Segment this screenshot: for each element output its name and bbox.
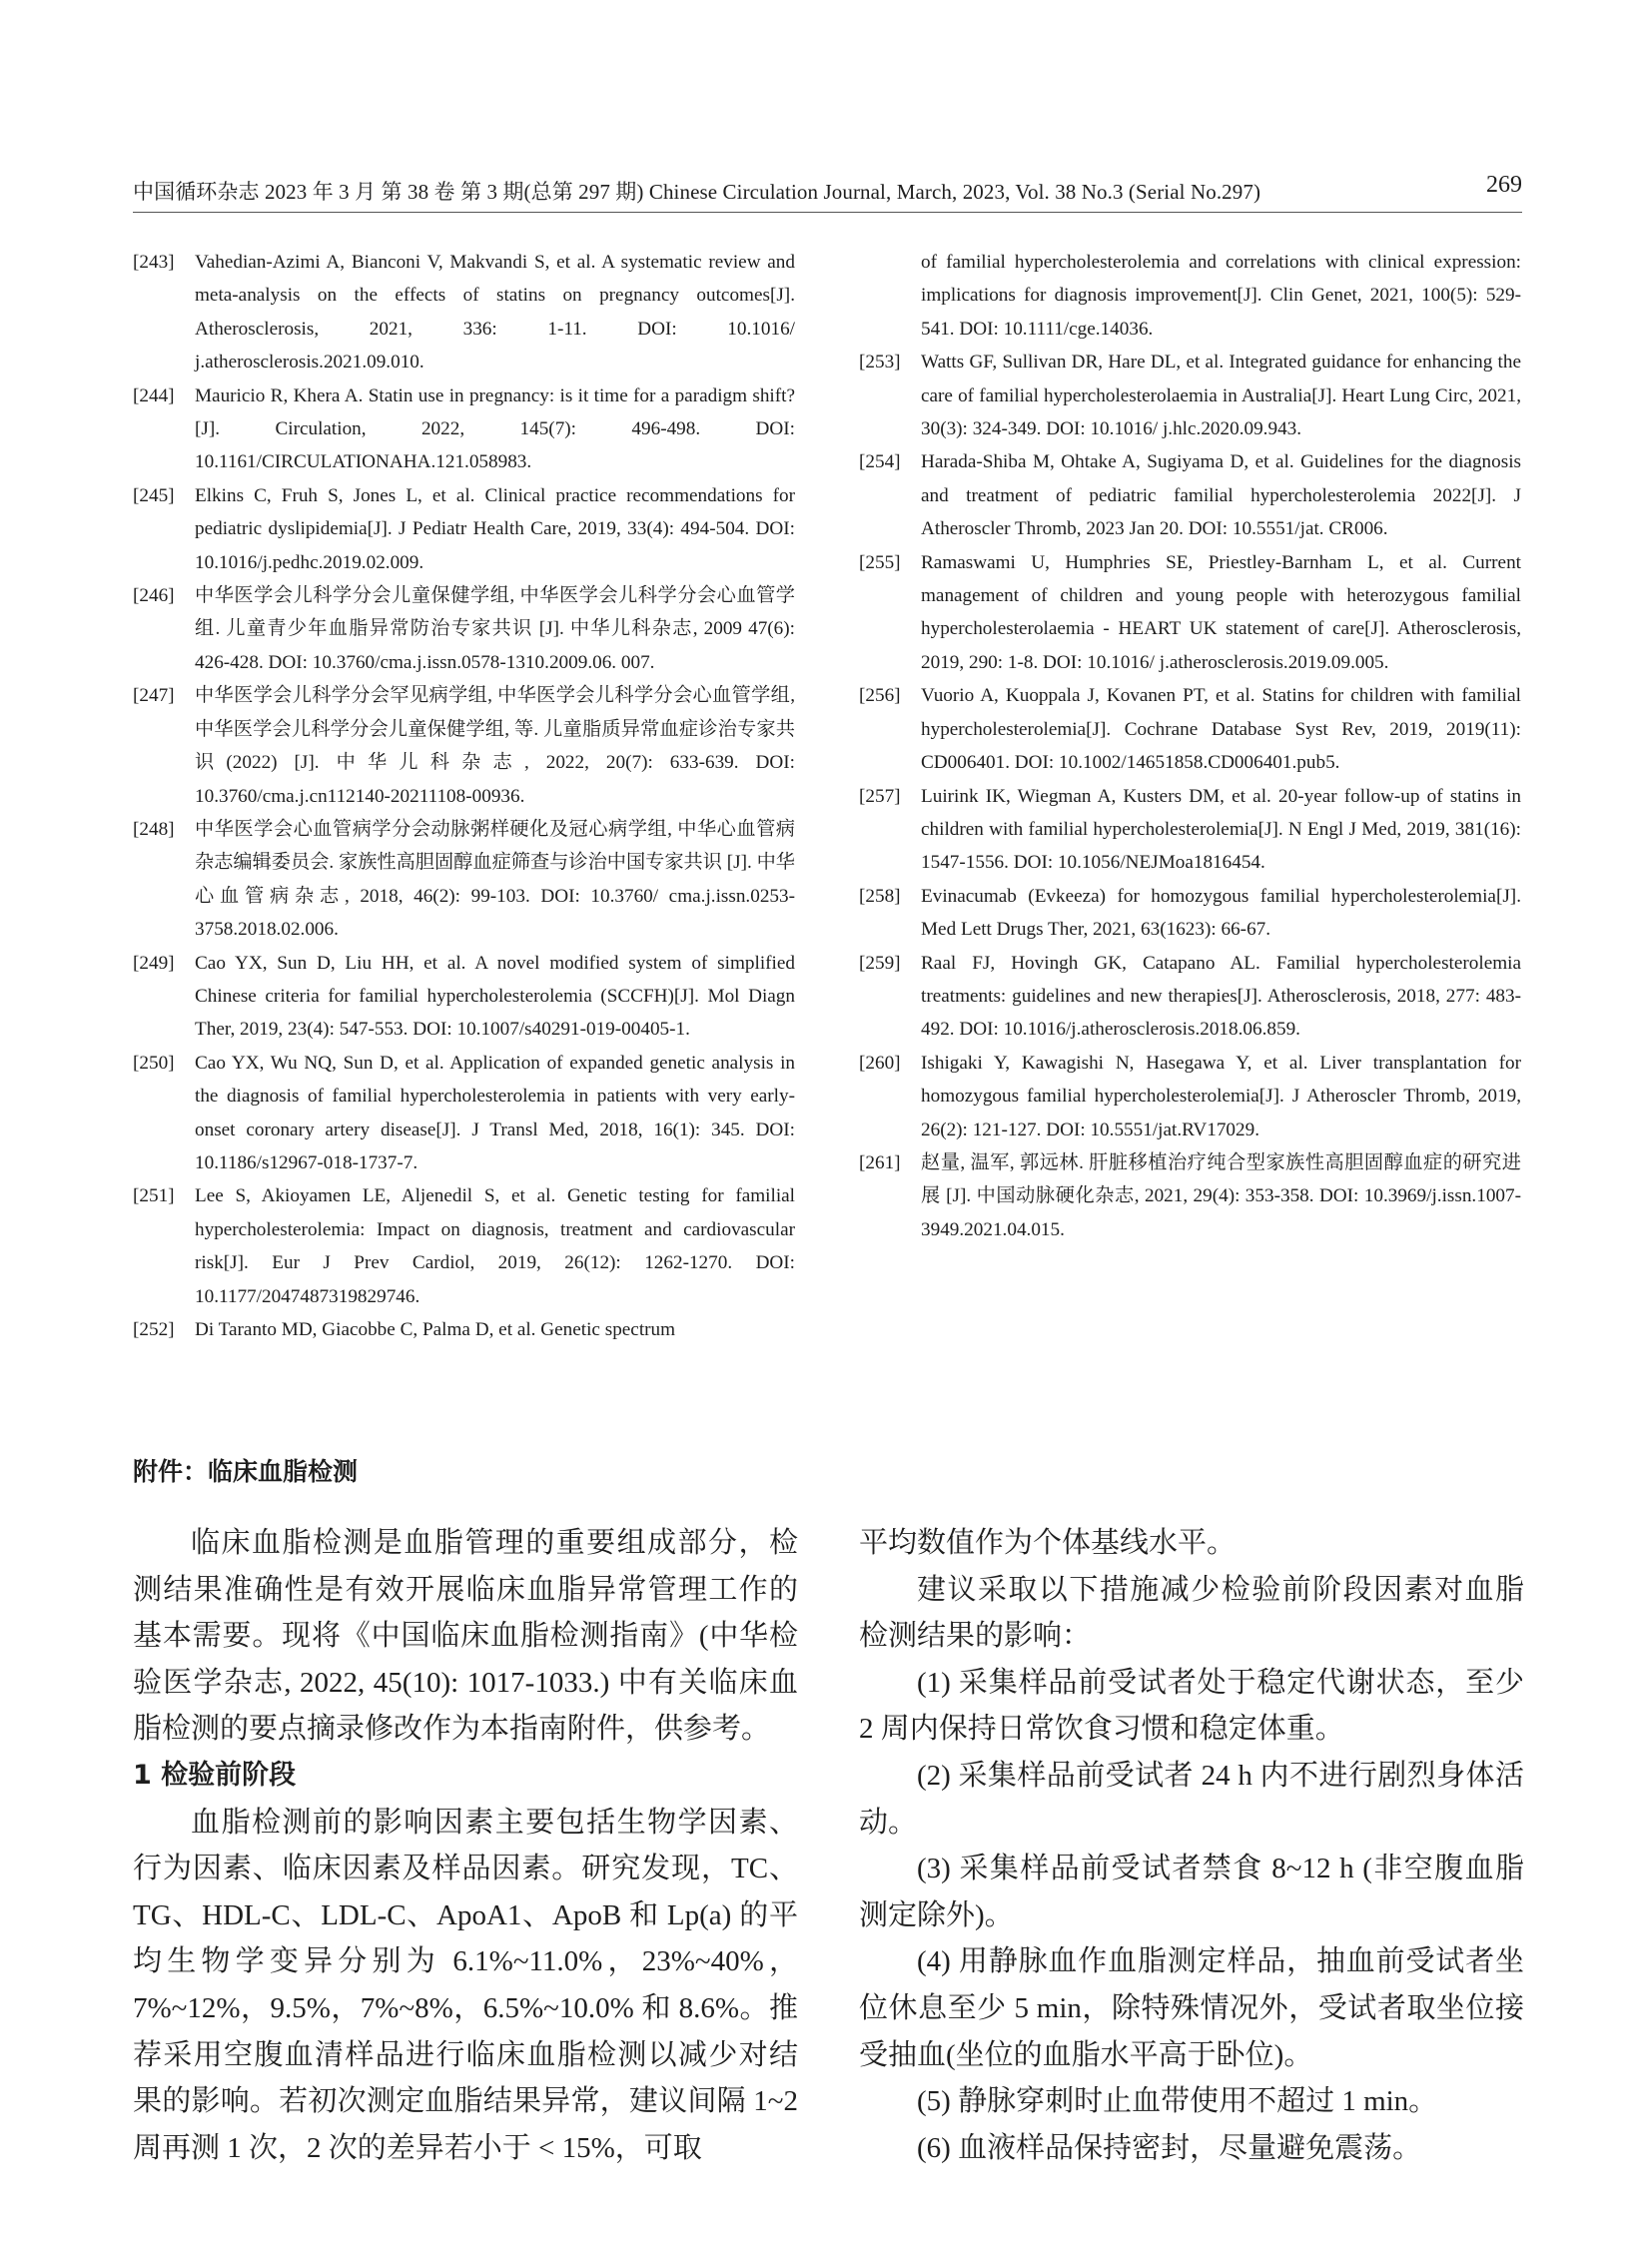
reference-entry: [133, 1313, 795, 1346]
reference-number: [250]: [133, 1052, 175, 1074]
reference-entry: [133, 246, 795, 379]
reference-number: [261]: [859, 1151, 901, 1173]
header-divider: [133, 212, 1522, 213]
reference-text: Cao YX, Wu NQ, Sun D, et al. Application of expanded genetic analysis in the diagnosis of familial hypercholesterolemia in patients with very early-onset coronary artery disease[J]. J Transl Med, 2018, 16(1): 345. DOI: 10.1186/s12967-018-1737-7.: [195, 1052, 795, 1173]
reference-entry: [859, 346, 1521, 445]
reference-number: [249]: [133, 952, 175, 974]
reference-text: Vahedian-Azimi A, Bianconi V, Makvandi S, et al. A systematic review and meta-analysis on the effects of statins on pregnancy outcomes[J]. Atherosclerosis, 2021, 336: 1-11. DOI: 10.1016/ j.atherosclerosis.2021.09.010.: [195, 252, 795, 374]
reference-text: Evinacumab (Evkeeza) for homozygous familial hypercholesterolemia[J]. Med Lett Drugs Ther, 2021, 63(1623): 66-67.: [921, 885, 1521, 941]
reference-list-left: [133, 246, 795, 1346]
paragraph: 建议采取以下措施减少检验前阶段因素对血脂检测结果的影响：: [859, 1573, 1524, 1653]
reference-entry: [133, 1047, 795, 1180]
reference-number: [246]: [133, 585, 175, 607]
reference-entry: [133, 947, 795, 1047]
reference-text: Ramaswami U, Humphries SE, Priestley-Barnham L, et al. Current management of children and young people with heterozygous familial hypercholesterolaemia - HEART UK statement of care[J]. Atherosclerosis, 2019, 290: 1-8. DOI: 10.1016/ j.atherosclerosis.2019.09.005.: [921, 551, 1521, 673]
appendix-column-left: [133, 1520, 798, 2171]
reference-number: [253]: [859, 352, 901, 374]
journal-citation: 中国循环杂志 2023 年 3 月 第 38 卷 第 3 期(总第 297 期) Chinese Circulation Journal, March, 2023, Vol. 38 No.3 (Serial No.297): [133, 180, 1261, 204]
list-item: (6) 血液样品保持密封，尽量避免震荡。: [917, 2131, 1422, 2164]
paragraph: 血脂检测前的影响因素主要包括生物学因素、行为因素、临床因素及样品因素。研究发现，TC、TG、HDL-C、LDL-C、ApoA1、ApoB 和 Lp(a) 的平均生物学变异分别为 6.1%~11.0%，23%~40%，7%~12%，9.5%，7%~8%，6.5%~10.0% 和 8.6%。推荐采用空腹血清样品进行临床血脂检测以减少对结果的影响。若初次测定血脂结果异常，建议间隔 1~2 周再测 1 次，2 次的差异若小于 < 15%，可取: [133, 1806, 798, 2164]
reference-text: Watts GF, Sullivan DR, Hare DL, et al. Integrated guidance for enhancing the care of familial hypercholesterolaemia in Australia[J]. Heart Lung Circ, 2021, 30(3): 324-349. DOI: 10.1016/ j.hlc.2020.09.943.: [921, 352, 1521, 440]
reference-entry: [133, 679, 795, 813]
reference-number: [258]: [859, 885, 901, 907]
reference-text: 中华医学会儿科学分会儿童保健学组, 中华医学会儿科学分会心血管学组. 儿童青少年血脂异常防治专家共识 [J]. 中华儿科杂志, 2009 47(6): 426-428. DOI: 10.3760/cma.j.issn.0578-1310.2009.06. 007.: [195, 585, 795, 673]
reference-list-right: [859, 246, 1521, 1246]
reference-text: 中华医学会儿科学分会罕见病学组, 中华医学会儿科学分会心血管学组, 中华医学会儿科学分会儿童保健学组, 等. 儿童脂质异常血症诊治专家共识(2022) [J]. 中华儿科杂志, 2022, 20(7): 633-639. DOI: 10.3760/cma.j.cn112140-20211108-00936.: [195, 685, 795, 807]
reference-entry: [859, 546, 1521, 680]
reference-entry: [859, 1047, 1521, 1146]
reference-entry: [859, 445, 1521, 545]
reference-text: Lee S, Akioyamen LE, Aljenedil S, et al. Genetic testing for familial hypercholesterolemia: Impact on diagnosis, treatment and cardiovascular risk[J]. Eur J Prev Cardiol, 2019, 26(12): 1262-1270. DOI: 10.1177/2047487319829746.: [195, 1185, 795, 1307]
reference-text: Elkins C, Fruh S, Jones L, et al. Clinical practice recommendations for pediatric dyslipidemia[J]. J Pediatr Health Care, 2019, 33(4): 494-504. DOI: 10.1016/j.pedhc.2019.02.009.: [195, 484, 795, 573]
paragraph: 平均数值作为个体基线水平。: [859, 1527, 1237, 1559]
reference-entry: [133, 479, 795, 579]
list-item: (3) 采集样品前受试者禁食 8~12 h (非空腹血脂测定除外)。: [859, 1853, 1524, 1931]
reference-text: Cao YX, Sun D, Liu HH, et al. A novel modified system of simplified Chinese criteria for familial hypercholesterolemia (SCCFH)[J]. Mol Diagn Ther, 2019, 23(4): 547-553. DOI: 10.1007/s40291-019-00405-1.: [195, 952, 795, 1041]
reference-text: 中华医学会心血管病学分会动脉粥样硬化及冠心病学组, 中华心血管病杂志编辑委员会. 家族性高胆固醇血症筛查与诊治中国专家共识 [J]. 中华心血管病杂志, 2018, 46(2): 99-103. DOI: 10.3760/ cma.j.issn.0253-3758.2018.02.006.: [195, 818, 795, 941]
reference-number: [255]: [859, 551, 901, 573]
reference-text: Luirink IK, Wiegman A, Kusters DM, et al. 20-year follow-up of statins in children with familial hypercholesterolemia[J]. N Engl J Med, 2019, 381(16): 1547-1556. DOI: 10.1056/NEJMoa1816454.: [921, 785, 1521, 874]
reference-number: [256]: [859, 685, 901, 707]
reference-entry: [133, 813, 795, 947]
reference-text: Ishigaki Y, Kawagishi N, Hasegawa Y, et al. Liver transplantation for homozygous familial hypercholesterolemia[J]. J Atheroscler Thromb, 2019, 26(2): 121-127. DOI: 10.5551/jat.RV17029.: [921, 1052, 1521, 1140]
list-item: (1) 采集样品前受试者处于稳定代谢状态，至少 2 周内保持日常饮食习惯和稳定体重。: [859, 1666, 1524, 1746]
reference-text: Harada-Shiba M, Ohtake A, Sugiyama D, et al. Guidelines for the diagnosis and treatment of pediatric familial hypercholesterolemia 2022[J]. J Atheroscler Thromb, 2023 Jan 20. DOI: 10.5551/jat. CR006.: [921, 451, 1521, 540]
reference-entry: [859, 1146, 1521, 1246]
reference-entry: [859, 947, 1521, 1047]
reference-text: Raal FJ, Hovingh GK, Catapano AL. Familial hypercholesterolemia treatments: guidelines and new therapies[J]. Atherosclerosis, 2018, 277: 483-492. DOI: 10.1016/j.atherosclerosis.2018.06.859.: [921, 952, 1521, 1041]
list-item: (5) 静脉穿刺时止血带使用不超过 1 min。: [917, 2085, 1438, 2118]
reference-number: [244]: [133, 384, 175, 406]
reference-number: [259]: [859, 952, 901, 974]
reference-entry: [133, 579, 795, 679]
appendix-title: 附件：临床血脂检测: [133, 1457, 359, 1486]
reference-number: [260]: [859, 1052, 901, 1074]
running-header: [133, 172, 1522, 212]
reference-entry: [859, 246, 1521, 346]
paragraph: 临床血脂检测是血脂管理的重要组成部分，检测结果准确性是有效开展临床血脂异常管理工作的基本需要。现将《中国临床血脂检测指南》(中华检验医学杂志, 2022, 45(10): 1017-1033.) 中有关临床血脂检测的要点摘录修改作为本指南附件，供参考。: [133, 1527, 798, 1746]
reference-text: Vuorio A, Kuoppala J, Kovanen PT, et al. Statins for children with familial hypercholesterolemia[J]. Cochrane Database Syst Rev, 2019, 2019(11): CD006401. DOI: 10.1002/14651858.CD006401.pub5.: [921, 685, 1521, 774]
reference-number: [251]: [133, 1185, 175, 1207]
reference-number: [252]: [133, 1319, 175, 1340]
reference-number: [247]: [133, 685, 175, 707]
reference-text: Mauricio R, Khera A. Statin use in pregnancy: is it time for a paradigm shift?[J]. Circulation, 2022, 145(7): 496-498. DOI: 10.1161/CIRCULATIONAHA.121.058983.: [195, 384, 795, 473]
reference-entry: [859, 880, 1521, 947]
reference-number: [248]: [133, 818, 175, 840]
list-item: (4) 用静脉血作血脂测定样品，抽血前受试者坐位休息至少 5 min，除特殊情况外，受试者取坐位接受抽血(坐位的血脂水平高于卧位)。: [859, 1945, 1524, 2071]
reference-number: [254]: [859, 451, 901, 473]
appendix-column-right: [859, 1520, 1524, 2171]
reference-text: of familial hypercholesterolemia and correlations with clinical expression: implications for diagnosis improvement[J]. Clin Genet, 2021, 100(5): 529-541. DOI: 10.1111/cge.14036.: [921, 252, 1521, 340]
reference-number: [257]: [859, 785, 901, 807]
reference-entry: [133, 379, 795, 479]
reference-entry: [859, 780, 1521, 880]
reference-entry: [133, 1179, 795, 1313]
reference-number: [245]: [133, 484, 175, 506]
reference-text: Di Taranto MD, Giacobbe C, Palma D, et al. Genetic spectrum: [195, 1319, 676, 1340]
reference-entry: [859, 679, 1521, 779]
list-item: (2) 采集样品前受试者 24 h 内不进行剧烈身体活动。: [859, 1759, 1524, 1839]
page-number: 269: [1486, 172, 1522, 198]
reference-number: [243]: [133, 252, 175, 273]
section-heading: 1 检验前阶段: [133, 1759, 297, 1791]
reference-text: 赵量, 温军, 郭远林. 肝脏移植治疗纯合型家族性高胆固醇血症的研究进展 [J]. 中国动脉硬化杂志, 2021, 29(4): 353-358. DOI: 10.3969/j.issn.1007-3949.2021.04.015.: [921, 1151, 1521, 1240]
